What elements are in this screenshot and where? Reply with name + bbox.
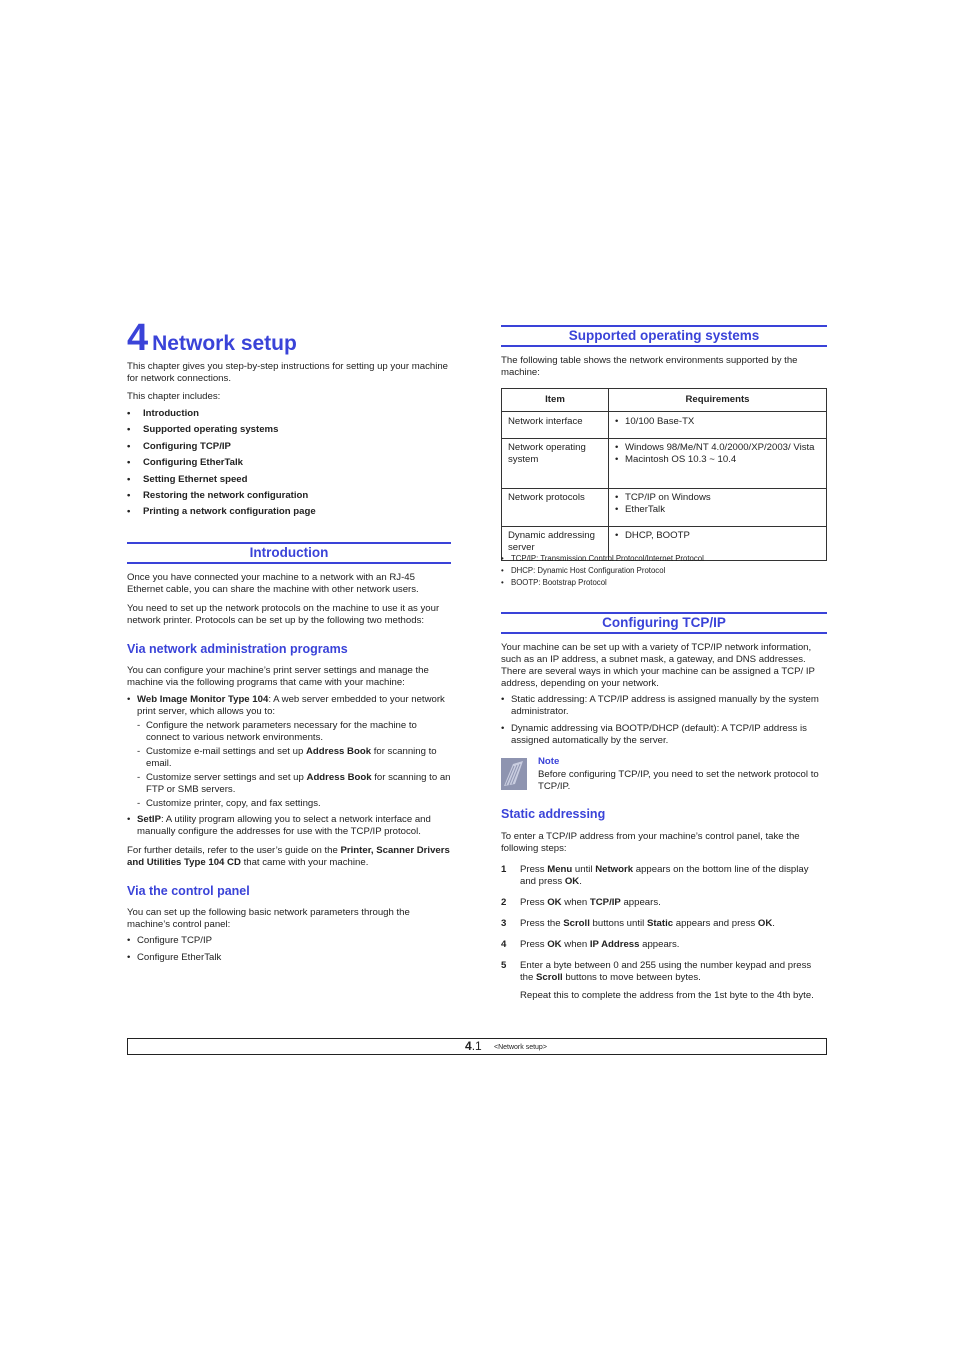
static-paragraph: To enter a TCP/IP address from your machine’s control panel, take the following steps: xyxy=(501,831,800,854)
list-item: • Configure EtherTalk xyxy=(127,952,222,963)
step-item: 2 Press OK when TCP/IP appears. xyxy=(501,897,661,908)
table-cell-requirements: • TCP/IP on Windows • EtherTalk xyxy=(609,489,827,527)
note-label: Note xyxy=(538,756,560,767)
chapter-number: 4 xyxy=(127,317,149,359)
table-cell-requirements: • 10/100 Base-TX xyxy=(609,412,827,439)
page-number: 4.1 xyxy=(465,1039,482,1053)
note-text: Before configuring TCP/IP, you need to set the network protocol to TCP/IP. xyxy=(538,769,819,792)
toc-item: • Configuring EtherTalk xyxy=(127,457,244,468)
table-cell-item: Network protocols xyxy=(502,489,609,527)
toc-item: • Restoring the network configuration xyxy=(127,490,309,501)
dash-item: - Configure the network parameters necessary for the machine to connect to various network environments. xyxy=(137,720,417,743)
includes-label: This chapter includes: xyxy=(127,391,221,402)
step-item: 5 Enter a byte between 0 and 255 using the number keypad and press the Scroll buttons to move between bytes. xyxy=(501,960,812,983)
column-header-requirements: Requirements xyxy=(609,389,827,412)
table-row xyxy=(502,489,827,527)
intro-text: This chapter gives you step-by-step instructions for setting up your machine for network connections. xyxy=(127,361,449,384)
step-item: 1 Press Menu until Network appears on the bottom line of the display and press OK. xyxy=(501,864,809,887)
via-panel-paragraph: You can set up the following basic network parameters through the machine’s control panel: xyxy=(127,907,410,930)
column-header-item: Item xyxy=(502,389,609,412)
footnote: • BOOTP: Bootstrap Protocol xyxy=(501,578,607,587)
tcpip-paragraph: Your machine can be set up with a variety of TCP/IP network information, such as an IP address, a subnet mask, a gateway, and DNS addresses. There are several ways in which your machine can be assigned a TCP/ IP address, depending on your network. xyxy=(501,642,815,689)
toc-item: • Printing a network configuration page xyxy=(127,506,316,517)
list-item: • Configure TCP/IP xyxy=(127,935,213,946)
chapter-name: Network setup xyxy=(152,332,297,355)
requirements-table xyxy=(501,388,827,561)
introduction-paragraph-1: Once you have connected your machine to a network with an RJ-45 Ethernet cable, you can share the machine with other network users. xyxy=(127,572,419,595)
section-heading-supported-os: Supported operating systems xyxy=(501,325,827,347)
dash-item: - Customize e-mail settings and set up Address Book for scanning to email. xyxy=(137,746,437,769)
via-admin-paragraph: You can configure your machine’s print server settings and manage the machine via the following programs that came with your machine: xyxy=(127,665,429,688)
further-details-paragraph: For further details, refer to the user’s guide on the Printer, Scanner Drivers and Utilities Type 104 CD that came with your machine. xyxy=(127,845,450,868)
step-item: 4 Press OK when IP Address appears. xyxy=(501,939,680,950)
subheading-via-control-panel: Via the control panel xyxy=(127,884,250,898)
subheading-static-addressing: Static addressing xyxy=(501,807,606,821)
bullet-static-addressing: • Static addressing: A TCP/IP address is assigned manually by the system administrator. xyxy=(501,694,819,717)
footnote: • TCP/IP: Transmission Control Protocol/Internet Protocol xyxy=(501,554,704,563)
table-cell-requirements: • Windows 98/Me/NT 4.0/2000/XP/2003/ Vista • Macintosh OS 10.3 ~ 10.4 xyxy=(609,439,827,489)
table-cell-requirements: • DHCP, BOOTP xyxy=(609,527,827,561)
bullet-setip: • SetIP: A utility program allowing you to select a network interface and manually configure the addresses for use with the TCP/IP protocol. xyxy=(127,814,431,837)
table-header-row xyxy=(502,389,827,412)
step-item: 3 Press the Scroll buttons until Static appears and press OK. xyxy=(501,918,775,929)
page-footer xyxy=(127,1038,827,1055)
introduction-paragraph-2: You need to set up the network protocols on the machine to use it as your network printer. Protocols can be set up by the following two methods: xyxy=(127,603,440,626)
table-row xyxy=(502,439,827,489)
table-row xyxy=(502,412,827,439)
table-cell-item: Dynamic addressing server xyxy=(502,527,609,561)
chapter-title xyxy=(127,318,297,358)
dash-item: - Customize server settings and set up Address Book for scanning to an FTP or SMB servers. xyxy=(137,772,451,795)
toc-item: • Introduction xyxy=(127,408,199,419)
toc-item: • Setting Ethernet speed xyxy=(127,474,248,485)
section-heading-configuring-tcpip: Configuring TCP/IP xyxy=(501,612,827,634)
table-cell-item: Network interface xyxy=(502,412,609,439)
footnote: • DHCP: Dynamic Host Configuration Protocol xyxy=(501,566,666,575)
footer-chapter-label: <Network setup> xyxy=(494,1044,547,1051)
bullet-dynamic-addressing: • Dynamic addressing via BOOTP/DHCP (default): A TCP/IP address is assigned automatically by the server. xyxy=(501,723,807,746)
section-heading-introduction: Introduction xyxy=(127,542,451,564)
bullet-web-image-monitor: • Web Image Monitor Type 104: A web server embedded to your network print server, which allows you to: xyxy=(127,694,445,717)
subheading-via-network-admin: Via network administration programs xyxy=(127,642,348,656)
toc-item: • Configuring TCP/IP xyxy=(127,441,231,452)
toc-item: • Supported operating systems xyxy=(127,424,279,435)
repeat-note: Repeat this to complete the address from the 1st byte to the 4th byte. xyxy=(520,990,814,1001)
supported-paragraph: The following table shows the network environments supported by the machine: xyxy=(501,355,798,378)
note-icon xyxy=(501,758,527,790)
dash-item: - Customize printer, copy, and fax settings. xyxy=(137,798,321,809)
table-cell-item: Network operating system xyxy=(502,439,609,489)
